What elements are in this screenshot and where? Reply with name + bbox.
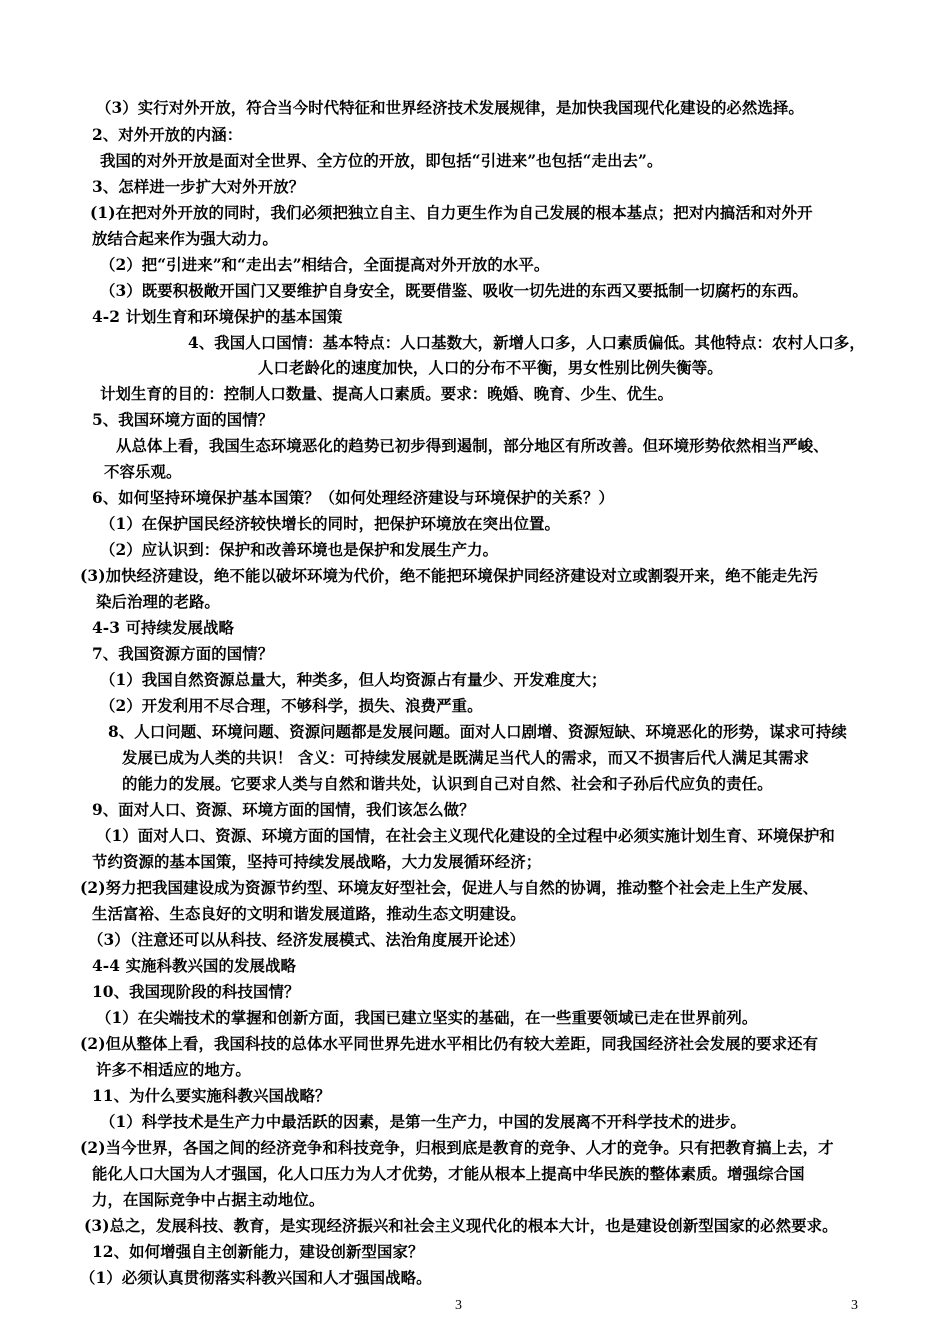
heading-9: 9、面对人口、资源、环境方面的国情，我们该怎么做？ [92, 801, 475, 819]
text-line: 从总体上看，我国生态环境恶化的趋势已初步得到遏制，部分地区有所改善。但环境形势依然相当严峻、 [116, 437, 829, 455]
section-heading-4-4: 4-4 实施科教兴国的发展战略 [92, 957, 296, 975]
text-line: （1）必须认真贯彻落实科教兴国和人才强国战略。 [80, 1269, 432, 1287]
text-line: （1）面对人口、资源、环境方面的国情，在社会主义现代化建设的全过程中必须实施计划生育、环境保护和 [96, 827, 835, 845]
section-heading-4-2: 4-2 计划生育和环境保护的基本国策 [92, 308, 343, 326]
text-line: 的能力的发展。它要求人类与自然和谐共处，认识到自己对自然、社会和子孙后代应负的责任。 [122, 775, 773, 793]
text-line: (2)但从整体上看，我国科技的总体水平同世界先进水平相比仍有较大差距，同我国经济社会发展的要求还有 [80, 1035, 819, 1053]
heading-12: 12、如何增强自主创新能力，建设创新型国家？ [92, 1243, 424, 1261]
text-line: 许多不相适应的地方。 [96, 1061, 251, 1079]
page-number-center: 3 [455, 1298, 462, 1313]
text-line: (2)当今世界，各国之间的经济竞争和科技竞争，归根到底是教育的竞争、人才的竞争。只有把教育搞上去，才 [80, 1139, 834, 1157]
heading-10: 10、我国现阶段的科技国情？ [92, 983, 300, 1001]
text-line: （1）科学技术是生产力中最活跃的因素，是第一生产力，中国的发展离不开科学技术的进步。 [100, 1113, 746, 1131]
heading-3: 3、怎样进一步扩大对外开放？ [92, 178, 305, 196]
section-heading-4-3: 4-3 可持续发展战略 [92, 619, 234, 637]
page-number-right: 3 [851, 1298, 858, 1313]
text-line: (1)在把对外开放的同时，我们必须把独立自主、自力更生作为自己发展的根本基点；把对内搞活和对外开 [90, 204, 813, 222]
text-line: 4、我国人口国情：基本特点：人口基数大，新增人口多，人口素质偏低。其他特点：农村人口多， [188, 334, 865, 352]
text-line: (2)努力把我国建设成为资源节约型、环境友好型社会，促进人与自然的协调，推动整个社会走上生产发展、 [80, 879, 819, 897]
text-line: 节约资源的基本国策，坚持可持续发展战略，大力发展循环经济； [92, 853, 542, 871]
text-line: （3）（注意还可以从科技、经济发展模式、法治角度展开论述） [88, 931, 525, 949]
text-line: （3）既要积极敞开国门又要维护自身安全，既要借鉴、吸收一切先进的东西又要抵制一切腐朽的东西。 [100, 282, 808, 300]
text-line: （1）我国自然资源总量大，种类多，但人均资源占有量少、开发难度大； [100, 671, 607, 689]
text-line: （2）把“引进来”和“走出去”相结合，全面提高对外开放的水平。 [100, 256, 550, 274]
heading-7: 7、我国资源方面的国情？ [92, 645, 274, 663]
text-line: （2）开发利用不尽合理，不够科学，损失、浪费严重。 [100, 697, 483, 715]
text-line: 能化人口大国为人才强国，化人口压力为人才优势，才能从根本上提高中华民族的整体素质。增强综合国 [92, 1165, 805, 1183]
text-line: 染后治理的老路。 [96, 593, 220, 611]
heading-11: 11、为什么要实施科教兴国战略？ [92, 1087, 331, 1105]
text-line: 放结合起来作为强大动力。 [92, 230, 278, 248]
text-line: 不容乐观。 [104, 463, 182, 481]
text-line: 力，在国际竞争中占据主动地位。 [92, 1191, 325, 1209]
heading-2: 2、对外开放的内涵： [92, 126, 243, 144]
text-line: （1）在尖端技术的掌握和创新方面，我国已建立坚实的基础，在一些重要领域已走在世界前列。 [96, 1009, 758, 1027]
text-line: 生活富裕、生态良好的文明和谐发展道路，推动生态文明建设。 [92, 905, 526, 923]
text-line: 我国的对外开放是面对全世界、全方位的开放，即包括“引进来”也包括“走出去”。 [100, 152, 663, 170]
text-line: （3）实行对外开放，符合当今时代特征和世界经济技术发展规律，是加快我国现代化建设的必然选择。 [96, 99, 804, 117]
heading-5: 5、我国环境方面的国情？ [92, 411, 274, 429]
text-line: (3)总之，发展科技、教育，是实现经济振兴和社会主义现代化的根本大计，也是建设创新型国家的必然要求。 [84, 1217, 838, 1235]
text-line: 人口老龄化的速度加快，人口的分布不平衡，男女性别比例失衡等。 [258, 359, 723, 377]
text-line: (3)加快经济建设，绝不能以破坏环境为代价，绝不能把环境保护同经济建设对立或割裂开来，绝不能走先污 [80, 567, 819, 585]
heading-6: 6、如何坚持环境保护基本国策？（如何处理经济建设与环境保护的关系？） [92, 489, 614, 507]
text-line: 8、人口问题、环境问题、资源问题都是发展问题。面对人口剧增、资源短缺、环境恶化的形势，谋求可持续 [108, 723, 847, 741]
text-line: 发展已成为人类的共识！ 含义：可持续发展就是既满足当代人的需求，而又不损害后代人满足其需求 [122, 749, 810, 767]
text-line: （1）在保护国民经济较快增长的同时，把保护环境放在突出位置。 [100, 515, 561, 533]
text-line: 计划生育的目的：控制人口数量、提高人口素质。要求：晚婚、晚育、少生、优生。 [100, 385, 674, 403]
text-line: （2）应认识到：保护和改善环境也是保护和发展生产力。 [100, 541, 499, 559]
